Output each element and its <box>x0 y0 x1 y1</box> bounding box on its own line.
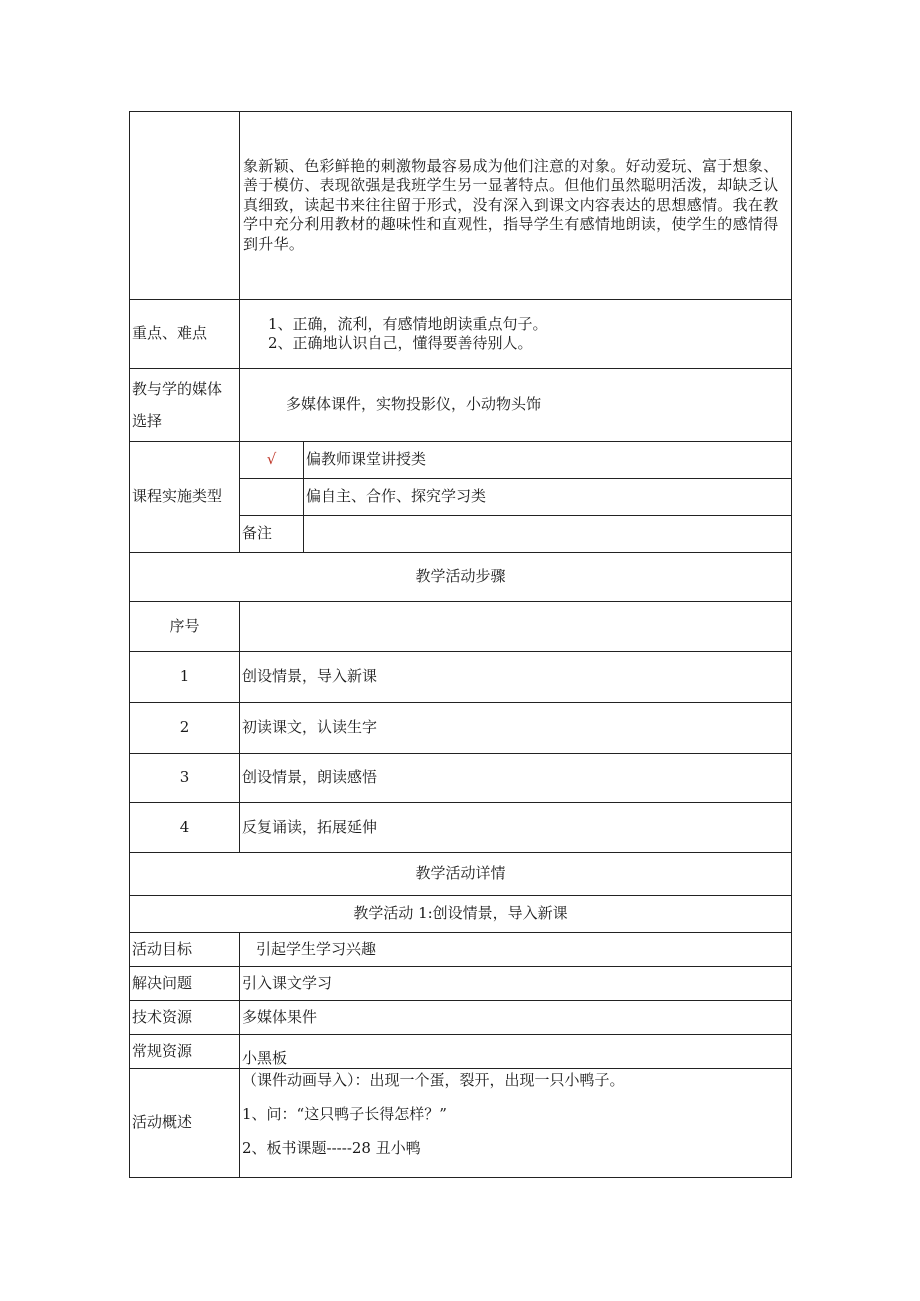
note-label: 备注 <box>240 516 304 553</box>
overview-line: 1、问：“这只鸭子长得怎样？” <box>242 1105 447 1123</box>
overview-line: 2、板书课题-----28 丑小鸭 <box>242 1139 421 1157</box>
step-text: 反复诵读，拓展延伸 <box>240 803 792 853</box>
course-type-option-2: 偏自主、合作、探究学习类 <box>304 479 792 516</box>
detail-label: 常规资源 <box>130 1035 240 1069</box>
key-points-content <box>240 300 792 369</box>
lesson-plan-table <box>129 111 792 1178</box>
intro-row <box>130 112 792 300</box>
steps-seq-row <box>130 602 792 652</box>
step-text: 创设情景，导入新课 <box>240 652 792 703</box>
detail-row <box>130 967 792 1001</box>
key-point-item: 2、正确地认识自己，懂得要善待别人。 <box>268 334 533 352</box>
step-number: 1 <box>130 652 240 703</box>
detail-row <box>130 933 792 967</box>
media-label-line1: 教与学的媒体 <box>132 380 223 398</box>
check-mark-icon: √ <box>240 442 304 479</box>
media-label <box>130 369 240 442</box>
overview-line: （课件动画导入）：出现一个蛋，裂开，出现一只小鸭子。 <box>242 1071 625 1089</box>
step-row <box>130 803 792 853</box>
step-text: 创设情景，朗读感悟 <box>240 754 792 803</box>
step-number: 3 <box>130 754 240 803</box>
course-type-label: 课程实施类型 <box>130 442 240 553</box>
activity-title: 教学活动 1:创设情景，导入新课 <box>130 896 792 933</box>
step-row <box>130 703 792 754</box>
activity-title-row <box>130 896 792 933</box>
note-value <box>304 516 792 553</box>
overview-label: 活动概述 <box>130 1069 240 1178</box>
intro-label-cell <box>130 112 240 300</box>
key-points-label: 重点、难点 <box>130 300 240 369</box>
detail-value: 多媒体果件 <box>240 1001 792 1035</box>
detail-label: 解决问题 <box>130 967 240 1001</box>
media-row <box>130 369 792 442</box>
course-type-row-1 <box>130 442 792 479</box>
details-header-row <box>130 853 792 896</box>
overview-row <box>130 1069 792 1178</box>
intro-paragraph: 象新颖、色彩鲜艳的刺激物最容易成为他们注意的对象。好动爱玩、富于想象、善于模仿、表现欲强是我班学生另一显著特点。但他们虽然聪明活泼，却缺乏认真细致，读起书来往往留于形式，没有深入到课文内容表达的思想感情。我在教学中充分利用教材的趣味性和直观性，指导学生有感情地朗读，使学生的感情得到升华。 <box>240 112 792 300</box>
key-point-item: 1、正确，流利，有感情地朗读重点句子。 <box>268 314 548 333</box>
step-row <box>130 652 792 703</box>
detail-label: 技术资源 <box>130 1001 240 1035</box>
detail-value: 引起学生学习兴趣 <box>240 933 792 967</box>
detail-row <box>130 1035 792 1069</box>
detail-row <box>130 1001 792 1035</box>
details-header: 教学活动详情 <box>130 853 792 896</box>
detail-value: 小黑板 <box>240 1035 792 1069</box>
overview-content <box>240 1069 792 1178</box>
seq-label: 序号 <box>130 602 240 652</box>
step-number: 4 <box>130 803 240 853</box>
key-points-row <box>130 300 792 369</box>
detail-label: 活动目标 <box>130 933 240 967</box>
media-label-line2: 选择 <box>132 412 163 430</box>
steps-header-row <box>130 553 792 602</box>
step-row <box>130 754 792 803</box>
seq-header-empty <box>240 602 792 652</box>
steps-header: 教学活动步骤 <box>130 553 792 602</box>
detail-value: 引入课文学习 <box>240 967 792 1001</box>
media-value: 多媒体课件，实物投影仪，小动物头饰 <box>240 369 792 442</box>
course-type-option-1: 偏教师课堂讲授类 <box>304 442 792 479</box>
step-number: 2 <box>130 703 240 754</box>
course-type-check-empty <box>240 479 304 516</box>
step-text: 初读课文，认读生字 <box>240 703 792 754</box>
